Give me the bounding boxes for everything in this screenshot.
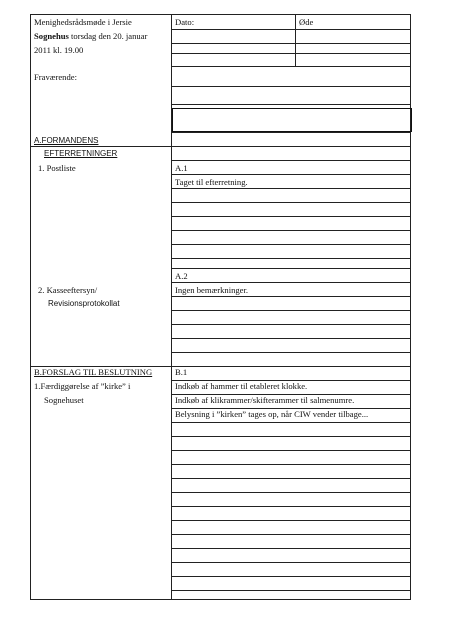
meeting-time: 2011 kl. 19.00: [34, 45, 84, 55]
ruled-line: [171, 310, 411, 311]
ruled-line: [171, 338, 411, 339]
item-a2-label-cont: Revisionsprotokollat: [48, 299, 120, 308]
ruled-line: [171, 478, 411, 479]
date-label: Dato:: [175, 17, 195, 27]
section-a-heading: A.FORMANDENS: [34, 136, 99, 145]
ruled-line: [171, 324, 411, 325]
section-b-heading: B.FORSLAG TIL BESLUTNING: [34, 367, 153, 377]
ruled-line: [171, 29, 411, 30]
ode-label: Øde: [299, 17, 314, 27]
venue-bold: Sognehus: [34, 31, 69, 41]
ruled-line: [171, 450, 411, 451]
meeting-venue: [34, 31, 147, 42]
item-b1-code: B.1: [175, 367, 188, 377]
item-b1-note-1: Indkøb af hammer til etableret klokke.: [175, 381, 308, 391]
ruled-line: [171, 548, 411, 549]
ruled-line: [171, 562, 411, 563]
ruled-line: [171, 160, 411, 161]
ruled-line: [171, 66, 411, 67]
item-a2-code: A.2: [175, 271, 188, 281]
section-a-heading-cont: EFTERRETNINGER: [44, 149, 118, 158]
ruled-line: [171, 174, 411, 175]
ruled-line: [171, 188, 411, 189]
item-a1-note: Taget til efterretning.: [175, 177, 248, 187]
ruled-line: [171, 590, 411, 591]
item-b1-label: 1.Færdiggørelse af ”kirke” i: [34, 381, 131, 391]
ruled-line: [171, 244, 411, 245]
ruled-line: [171, 132, 411, 133]
item-a1-label: 1. Postliste: [38, 163, 76, 173]
ruled-line: [171, 230, 411, 231]
ruled-line: [171, 506, 411, 507]
ruled-line: [171, 296, 411, 297]
ruled-line: [171, 268, 411, 269]
column-divider-date: [295, 14, 296, 66]
ruled-line: [171, 492, 411, 493]
item-a2-label: 2. Kasseeftersyn/: [38, 285, 98, 295]
item-a2-note: Ingen bemærkninger.: [175, 285, 249, 295]
ruled-line: [171, 352, 411, 353]
item-b1-label-cont: Sognehuset: [44, 395, 84, 405]
ruled-line: [171, 43, 411, 44]
ruled-line: [171, 202, 411, 203]
highlighted-box: [172, 108, 412, 132]
section-divider-a: [30, 146, 411, 147]
meeting-title: Menighedsrådsmøde i Jersie: [34, 17, 132, 27]
ruled-line: [171, 216, 411, 217]
item-b1-note-3: Belysning i ”kirken” tages op, når CIW vender tilbage...: [175, 409, 369, 419]
ruled-line: [171, 422, 411, 423]
venue-rest: torsdag den 20. januar: [68, 31, 148, 41]
ruled-line: [171, 436, 411, 437]
ruled-line: [171, 258, 411, 259]
ruled-line: [171, 104, 411, 105]
column-divider: [171, 14, 172, 600]
absent-label: Fraværende:: [34, 72, 77, 82]
ruled-line: [171, 86, 411, 87]
ruled-line: [171, 282, 411, 283]
ruled-line: [171, 534, 411, 535]
ruled-line: [171, 464, 411, 465]
ruled-line: [171, 520, 411, 521]
item-b1-note-2: Indkøb af klikrammer/skifterammer til salmenumre.: [175, 395, 355, 405]
ruled-line: [171, 576, 411, 577]
item-a1-code: A.1: [175, 163, 188, 173]
ruled-line: [171, 53, 411, 54]
